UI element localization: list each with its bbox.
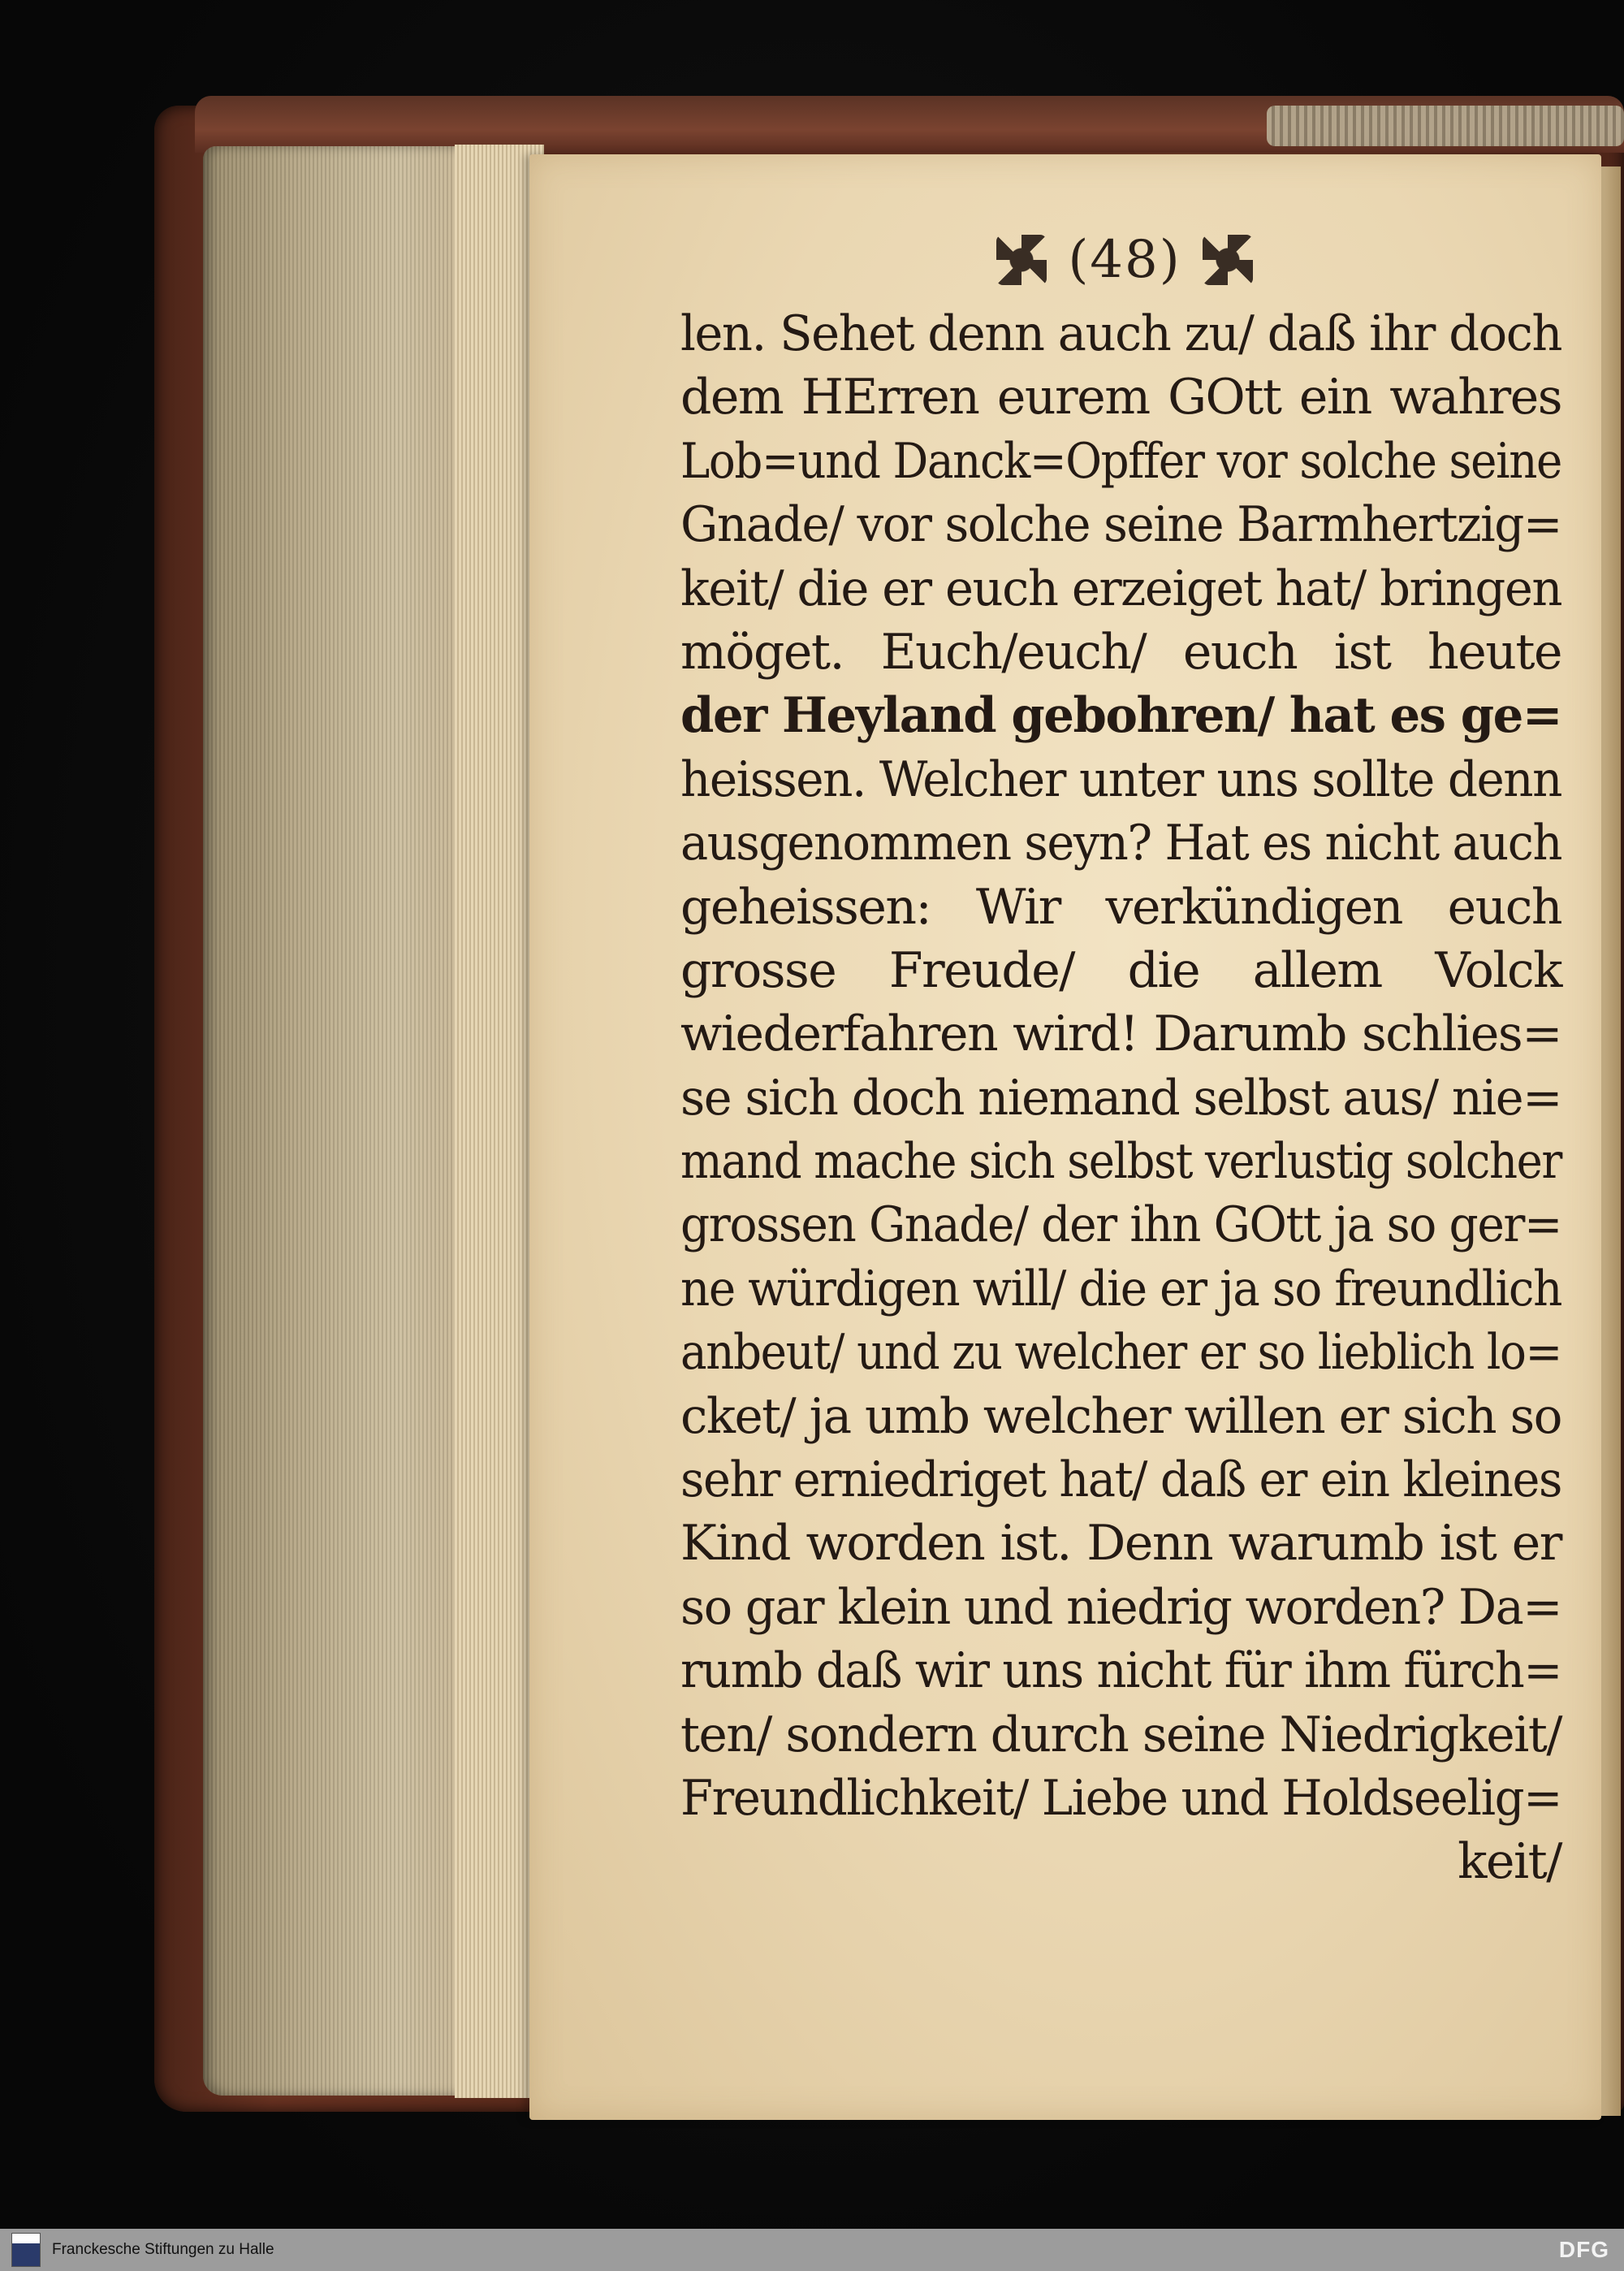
text-line: ten/ sondern durch seine Niedrigkeit/ bbox=[680, 1706, 1561, 1763]
right-ornament-icon bbox=[1203, 235, 1253, 285]
catchword: keit/ bbox=[1458, 1833, 1561, 1891]
text-line: Freundlichkeit/ Liebe und Holdseelig= bbox=[680, 1769, 1561, 1827]
text-line: anbeut/ und zu welcher er so lieblich lo= bbox=[680, 1324, 1561, 1382]
text-line: geheissen: Wir verkündigen euch bbox=[680, 878, 1561, 936]
text-line: so gar klein und niedrig worden? Da= bbox=[680, 1578, 1562, 1636]
left-ornament-icon bbox=[996, 235, 1047, 285]
text-line: ne würdigen will/ die er ja so freundlich bbox=[680, 1260, 1561, 1317]
page-header bbox=[962, 221, 1287, 298]
text-line: ausgenommen seyn? Hat es nicht auch bbox=[680, 815, 1562, 872]
text-line: Gnade/ vor solche seine Barmhertzig= bbox=[680, 496, 1561, 554]
text-line: grosse Freude/ die allem Volck bbox=[680, 941, 1561, 999]
text-line: rumb daß wir uns nicht für ihm fürch= bbox=[680, 1642, 1562, 1700]
page-text bbox=[680, 302, 1561, 1894]
text-line: grossen Gnade/ der ihn GOtt ja so ger= bbox=[680, 1196, 1562, 1254]
page-gutter-edge bbox=[1598, 167, 1621, 2116]
book-headband bbox=[1267, 106, 1624, 146]
text-line: se sich doch niemand selbst aus/ nie= bbox=[680, 1069, 1562, 1127]
viewer-footer-bar bbox=[0, 2229, 1624, 2271]
text-line: Kind worden ist. Denn warumb ist er bbox=[680, 1515, 1561, 1572]
text-line: dem HErren eurem GOtt ein wahres bbox=[680, 369, 1561, 426]
text-line: cket/ ja umb welcher willen er sich so bbox=[680, 1387, 1562, 1445]
institution-logo-icon[interactable] bbox=[11, 2233, 41, 2267]
text-line: möget. Euch/euch/ euch ist heute bbox=[680, 623, 1561, 681]
text-line: mand mache sich selbst verlustig solcher bbox=[680, 1133, 1562, 1191]
institution-name[interactable]: Franckesche Stiftungen zu Halle bbox=[52, 2241, 274, 2258]
text-line: len. Sehet denn auch zu/ daß ihr doch bbox=[680, 305, 1561, 362]
dfg-logo[interactable]: DFG bbox=[1558, 2237, 1609, 2262]
page-number: (48) bbox=[1068, 229, 1181, 290]
text-line: wiederfahren wird! Darumb schlies= bbox=[680, 1006, 1561, 1063]
text-line: der Heyland gebohren/ hat es ge= bbox=[680, 687, 1562, 745]
text-line: keit/ die er euch erzeiget hat/ bringen bbox=[680, 560, 1562, 617]
text-line: heissen. Welcher unter uns sollte denn bbox=[680, 751, 1561, 808]
text-line: sehr erniedriget hat/ daß er ein kleines bbox=[680, 1451, 1561, 1509]
text-line: Lob=und Danck=Opffer vor solche seine bbox=[680, 432, 1561, 490]
